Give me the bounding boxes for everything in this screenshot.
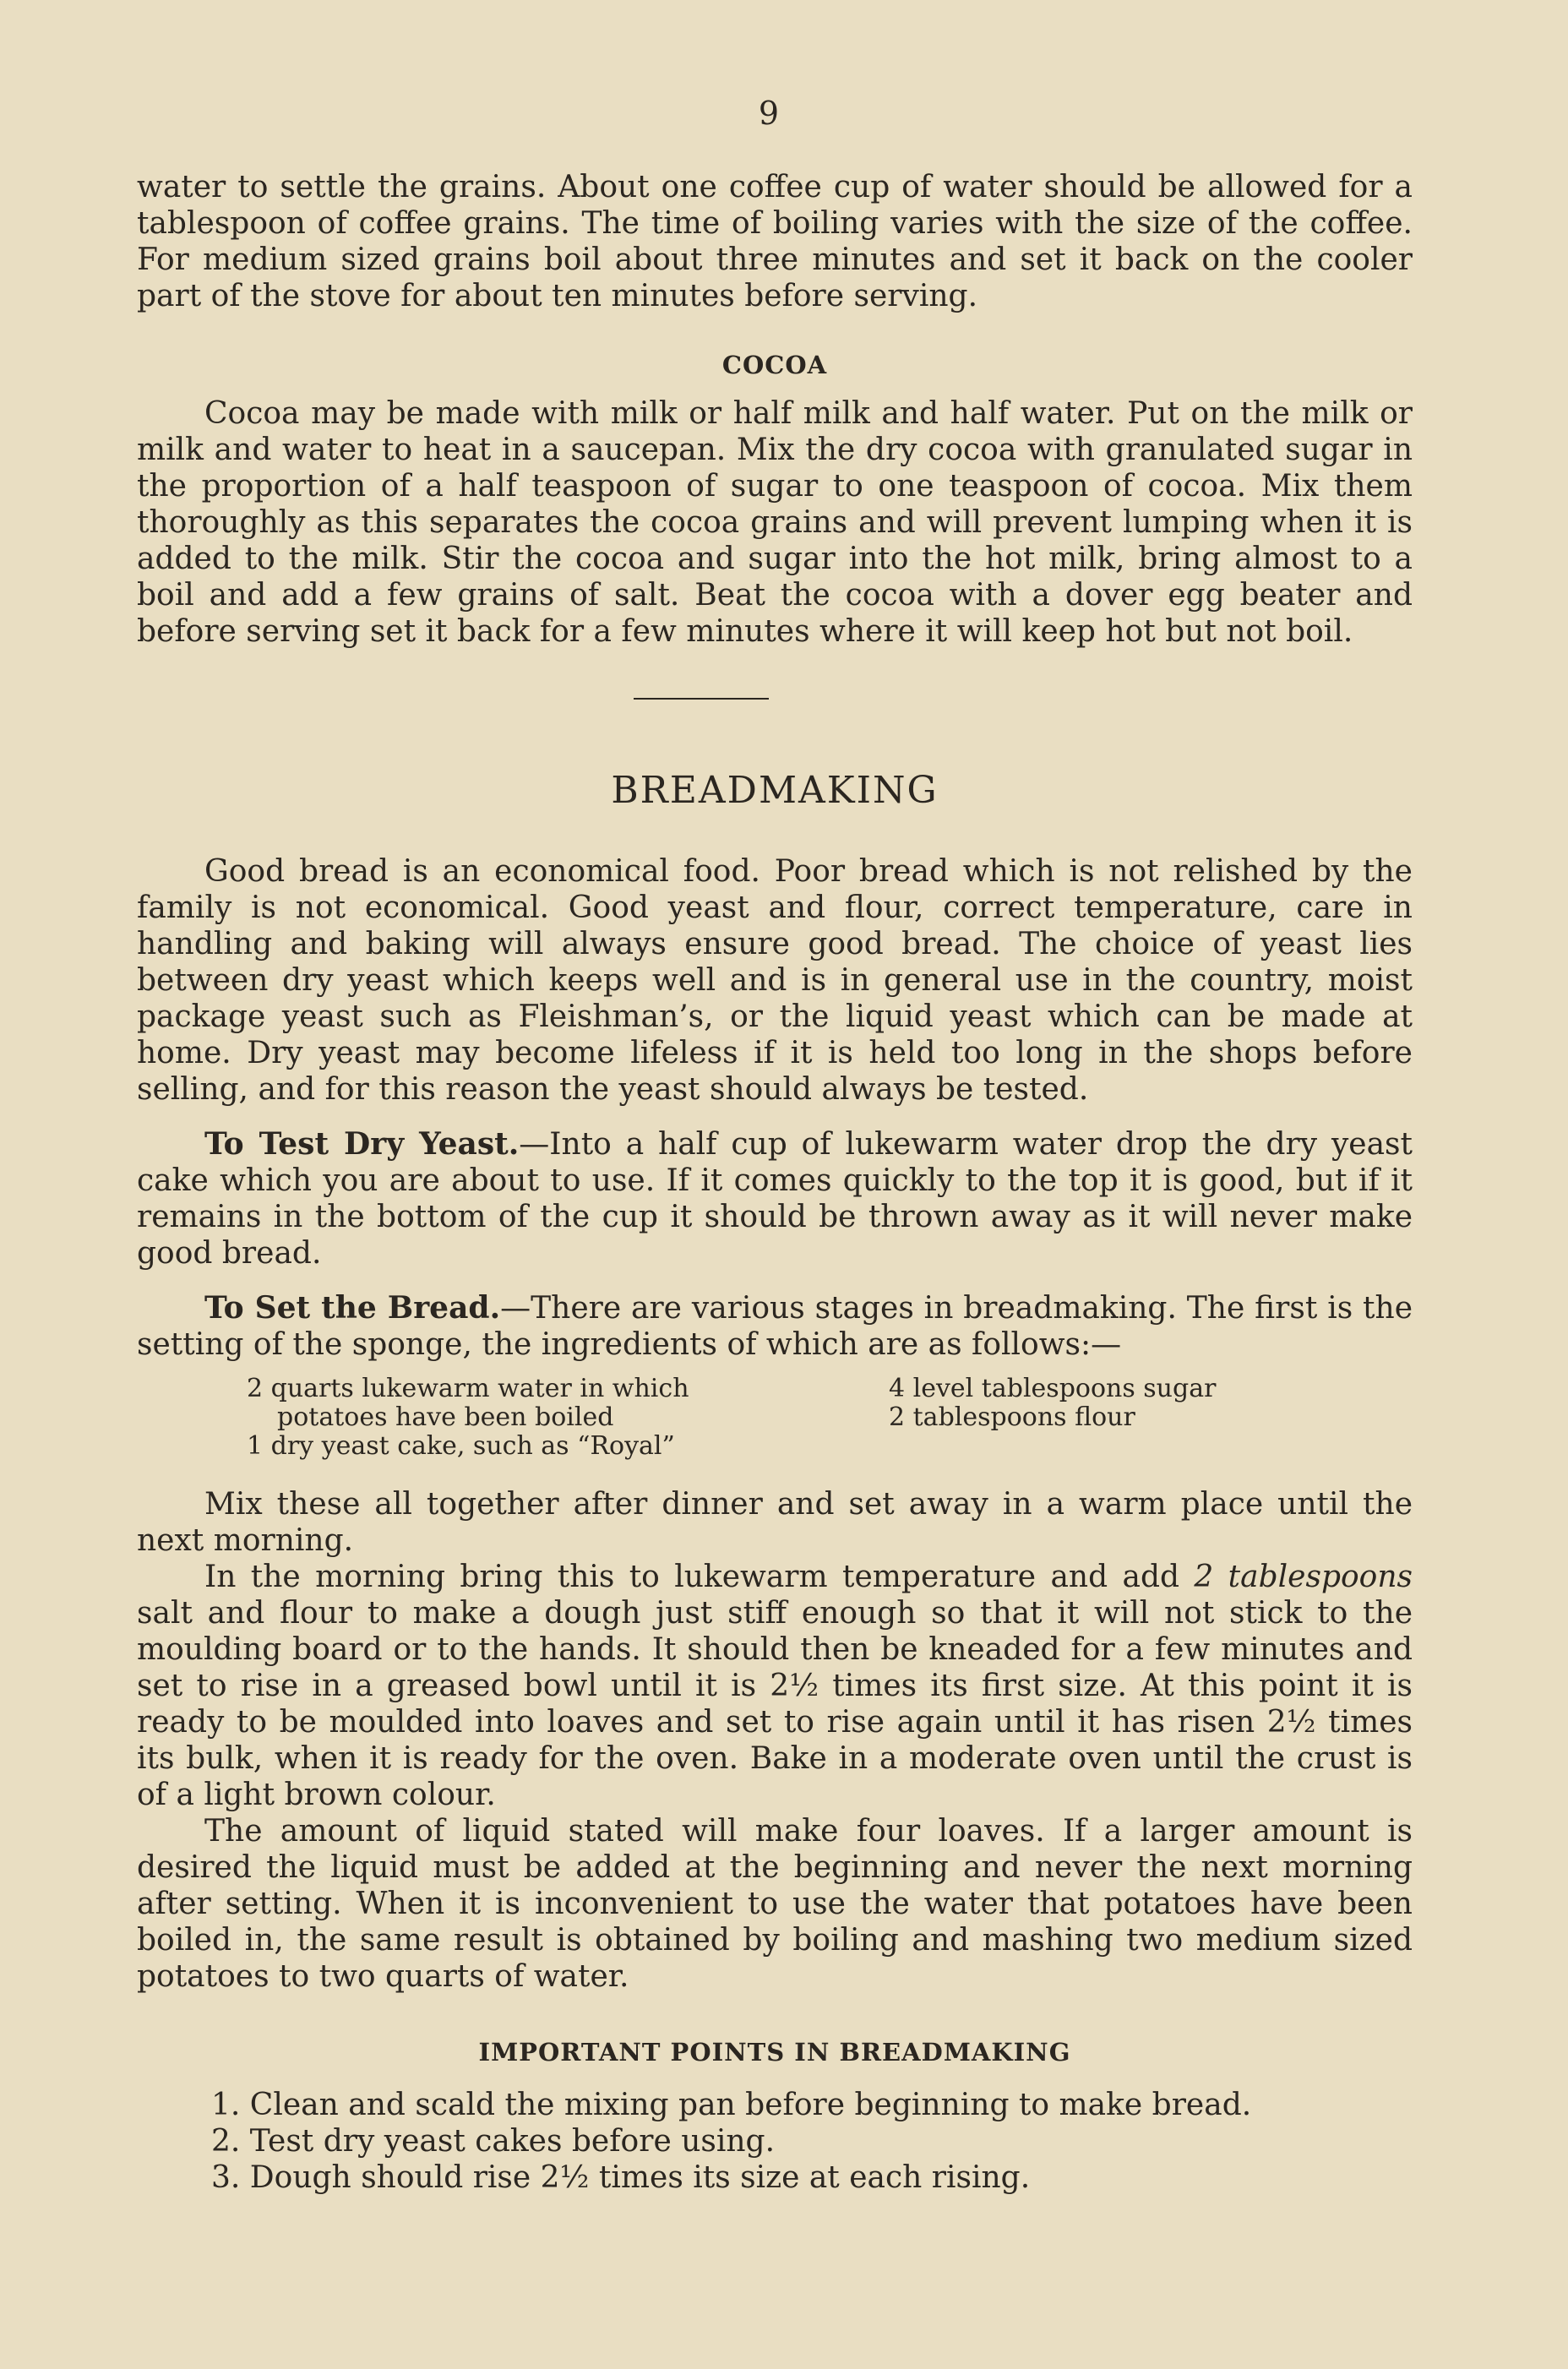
- ingredients-left-column: [247, 1375, 787, 1461]
- cocoa-heading: COCOA: [721, 351, 828, 379]
- list-item: 3. Dough should rise 2½ times its size at each rising.: [211, 2160, 1031, 2195]
- morning-emphasis: 2 tablespoons: [1194, 1560, 1413, 1594]
- amount-paragraph: The amount of liquid stated will make four loaves. If a larger amount is desired the liquid must be added at the beginning and never the next morning after setting. When it is inconvenient to use the water that potatoes have been boiled in, the same result is obtained by boiling and mashing two medium sized potatoes to two quarts of water.: [137, 1814, 1413, 1994]
- test-yeast-paragraph: [137, 1126, 1413, 1272]
- set-bread-label: To Set the Bread.: [204, 1290, 501, 1326]
- morning-paragraph: [137, 1559, 1413, 1813]
- cocoa-body: [137, 395, 1413, 650]
- coffee-paragraph: water to settle the grains. About one coffee cup of water should be allowed for a tablespoon of coffee grains. The time of boiling varies with the size of the coffee. For medium sized grains boil about three minutes and set it back on the cooler part of the stove for about ten minutes before serving.: [137, 170, 1413, 313]
- list-item: 1. Clean and scald the mixing pan before beginning to make bread.: [211, 2088, 1252, 2122]
- morning-text-end: salt and flour to make a dough just stiff enough so that it will not stick to the moulding board or to the hands. It should then be kneaded for a few minutes and set to rise in a greased bowl until it is 2½ times its first size. At this point it is ready to be moulded into loaves and set to rise again until it has risen 2½ times its bulk, when it is ready for the oven. Bake in a moderate oven until the crust is of a light brown colour.: [137, 1596, 1413, 1812]
- ingredient-item: 2 quarts lukewarm water in which: [247, 1374, 689, 1403]
- list-item: 2. Test dry yeast cakes before using.: [211, 2124, 776, 2159]
- breadmaking-title-wrap: [137, 769, 1413, 812]
- breadmaking-intro: Good bread is an economical food. Poor bread which is not relished by the family is not economical. Good yeast and flour, correct temperature, care in handling and baking will always ensure good bread. The choice of yeast lies between dry yeast which keeps well and is in general use in the country, moist package yeast such as Fleishman’s, or the liquid yeast which can be made at home. Dry yeast may become lifeless if it is held too long in the shops before selling, and for this reason the yeast should always be tested.: [137, 854, 1413, 1107]
- test-yeast-label: To Test Dry Yeast.: [204, 1126, 520, 1162]
- cocoa-paragraph: Cocoa may be made with milk or half milk and half water. Put on the milk or milk and water to heat in a saucepan. Mix the dry cocoa with granulated sugar in the proportion of a half teaspoon of sugar to one teaspoon of cocoa. Mix them thoroughly as this separates the cocoa grains and will prevent lumping when it is added to the milk. Stir the cocoa and sugar into the hot milk, bring almost to a boil and add a few grains of salt. Beat the cocoa with a dover egg beater and before serving set it back for a few minutes where it will keep hot but not boil.: [137, 396, 1413, 649]
- set-bread-text: —There are various stages in breadmaking. The first is the setting of the sponge, the ingredients of which are as follows:—: [137, 1291, 1413, 1362]
- cocoa-section: [137, 351, 1413, 379]
- ingredient-item: 4 level tablespoons sugar: [889, 1374, 1217, 1403]
- important-heading: IMPORTANT POINTS IN BREADMAKING: [478, 2038, 1071, 2067]
- mix-paragraph: Mix these all together after dinner and set away in a warm place until the next morning.: [137, 1487, 1413, 1558]
- important-section: [137, 2038, 1413, 2196]
- page-number: 9: [758, 95, 780, 132]
- breadmaking-heading: BREADMAKING: [611, 769, 939, 812]
- ingredient-item: potatoes have been boiled: [277, 1402, 614, 1432]
- section-divider: [634, 698, 769, 700]
- ingredient-item: 1 dry yeast cake, such as “Royal”: [247, 1431, 675, 1461]
- test-yeast-text: —Into a half cup of lukewarm water drop the dry yeast cake which you are about to use. If it comes quickly to the top it is good, but if it remains in the bottom of the cup it should be thrown away as it will never make good bread.: [137, 1127, 1413, 1271]
- set-bread-paragraph: [137, 1290, 1413, 1363]
- coffee-section: [137, 169, 1413, 314]
- ingredient-item: 2 tablespoons flour: [889, 1402, 1135, 1432]
- morning-text-start: In the morning bring this to lukewarm temperature and add: [204, 1560, 1195, 1594]
- ingredients-right-column: [889, 1375, 1396, 1432]
- important-points-list: [137, 2087, 1413, 2196]
- breadmaking-body: [137, 853, 1413, 1995]
- ingredients-list: [137, 1375, 1413, 1468]
